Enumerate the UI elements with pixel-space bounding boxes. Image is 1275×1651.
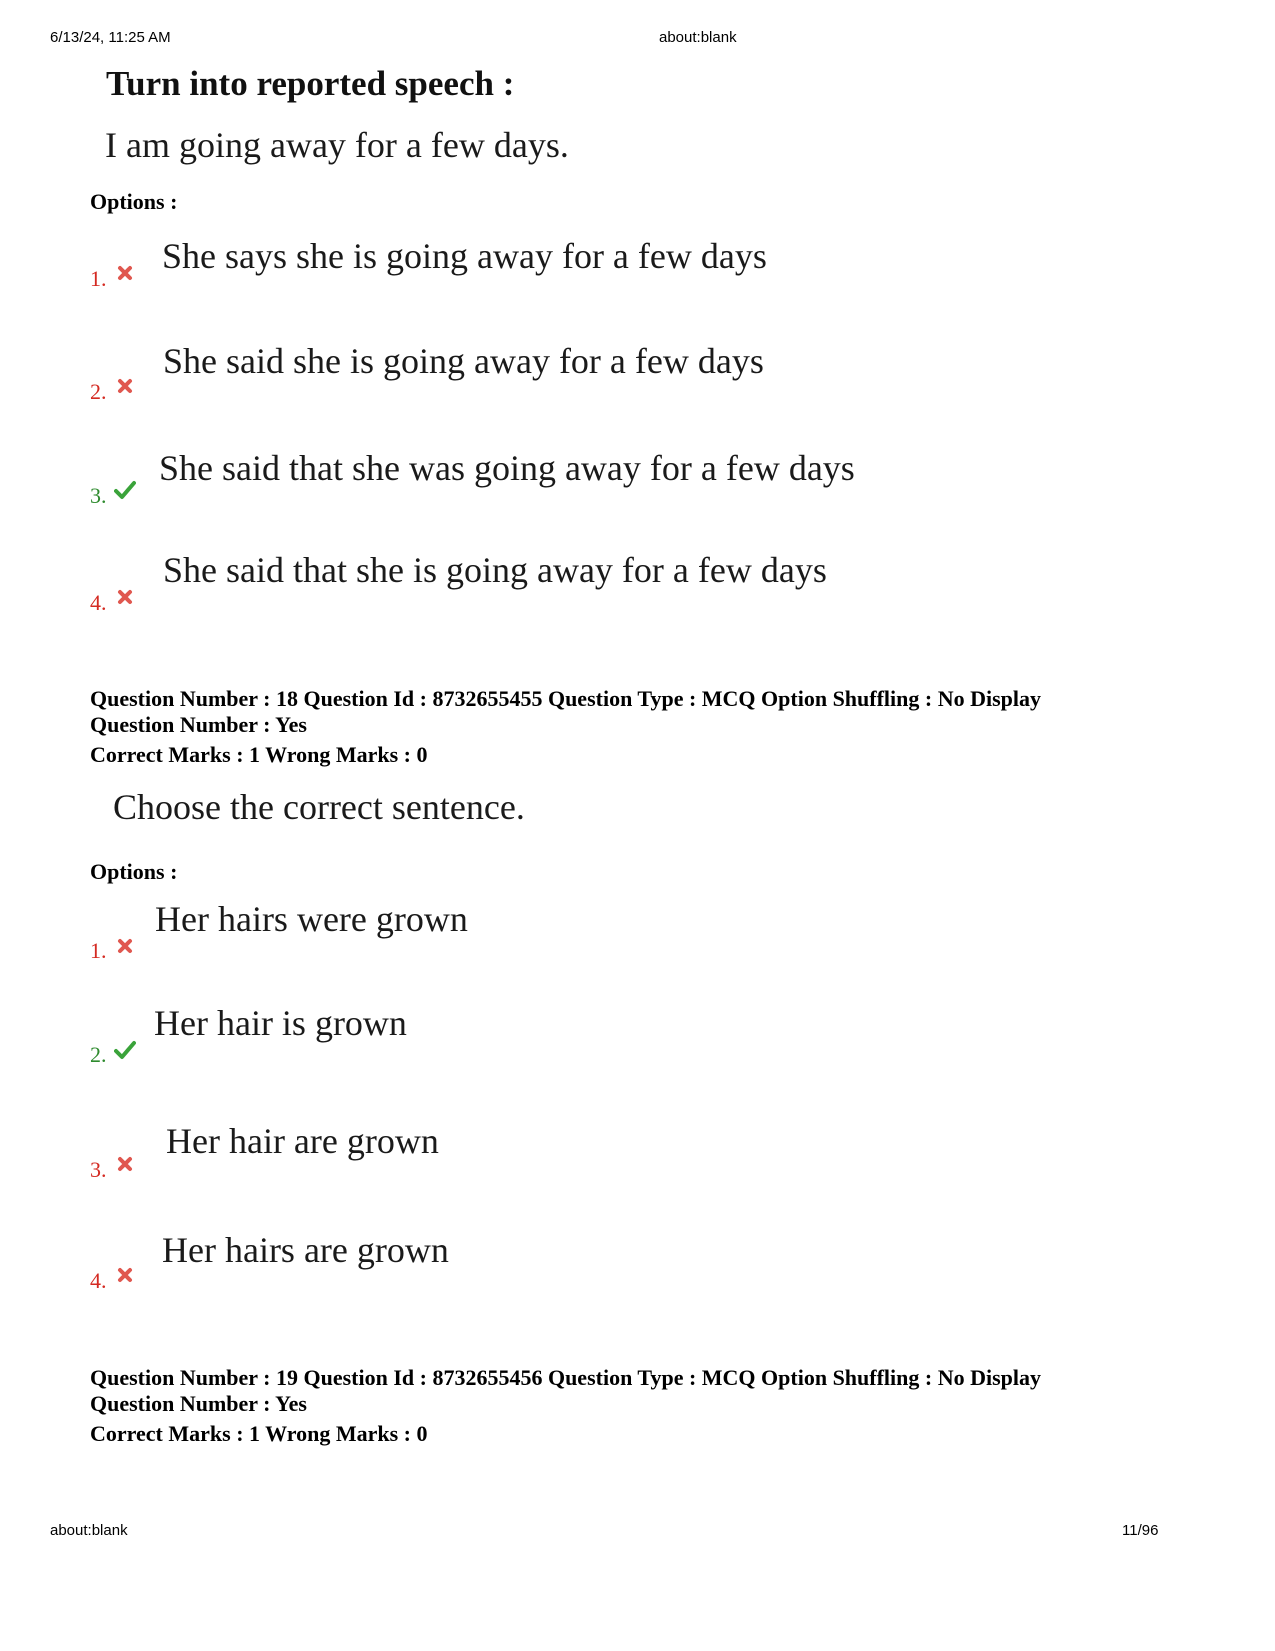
check-icon	[114, 1040, 136, 1060]
question-19-meta-line2: Question Number : Yes	[90, 1391, 307, 1416]
option-text: She said that she was going away for a few days	[159, 448, 855, 488]
option-text: Her hairs are grown	[162, 1230, 449, 1270]
cross-icon	[116, 1266, 134, 1284]
check-icon	[114, 480, 136, 500]
option-number: 3.	[90, 1157, 107, 1182]
print-header-url: about:blank	[659, 29, 737, 46]
option-number: 2.	[90, 1042, 107, 1067]
question-19-meta-line1: Question Number : 19 Question Id : 8732655456 Question Type : MCQ Option Shuffling : No Display	[90, 1365, 1042, 1390]
option-number: 3.	[90, 483, 107, 508]
question-19-marks: Correct Marks : 1 Wrong Marks : 0	[90, 1421, 428, 1446]
option-number: 1.	[90, 938, 107, 963]
cross-icon	[116, 937, 134, 955]
question-17-prompt: I am going away for a few days.	[105, 125, 569, 165]
cross-icon	[116, 588, 134, 606]
question-18-prompt: Choose the correct sentence.	[113, 787, 525, 827]
option-text: She said she is going away for a few days	[163, 341, 764, 381]
option-text: Her hairs were grown	[155, 899, 468, 939]
option-number: 4.	[90, 590, 107, 615]
question-18-options-label: Options :	[90, 859, 178, 884]
option-text: Her hair is grown	[154, 1003, 407, 1043]
question-18-meta-line1: Question Number : 18 Question Id : 8732655455 Question Type : MCQ Option Shuffling : No Display	[90, 686, 1042, 711]
question-17-title: Turn into reported speech :	[106, 64, 515, 103]
option-number: 1.	[90, 266, 107, 291]
option-number: 4.	[90, 1268, 107, 1293]
cross-icon	[116, 264, 134, 282]
option-text: Her hair are grown	[166, 1121, 439, 1161]
question-18-meta-line2: Question Number : Yes	[90, 712, 307, 737]
option-number: 2.	[90, 379, 107, 404]
print-footer-url: about:blank	[50, 1522, 128, 1539]
option-text: She says she is going away for a few days	[162, 236, 767, 276]
cross-icon	[116, 377, 134, 395]
cross-icon	[116, 1155, 134, 1173]
question-18-marks: Correct Marks : 1 Wrong Marks : 0	[90, 742, 428, 767]
option-text: She said that she is going away for a few days	[163, 550, 827, 590]
print-header-datetime: 6/13/24, 11:25 AM	[50, 29, 171, 46]
page-indicator: 11/96	[1122, 1522, 1159, 1539]
question-17-options-label: Options :	[90, 189, 178, 214]
